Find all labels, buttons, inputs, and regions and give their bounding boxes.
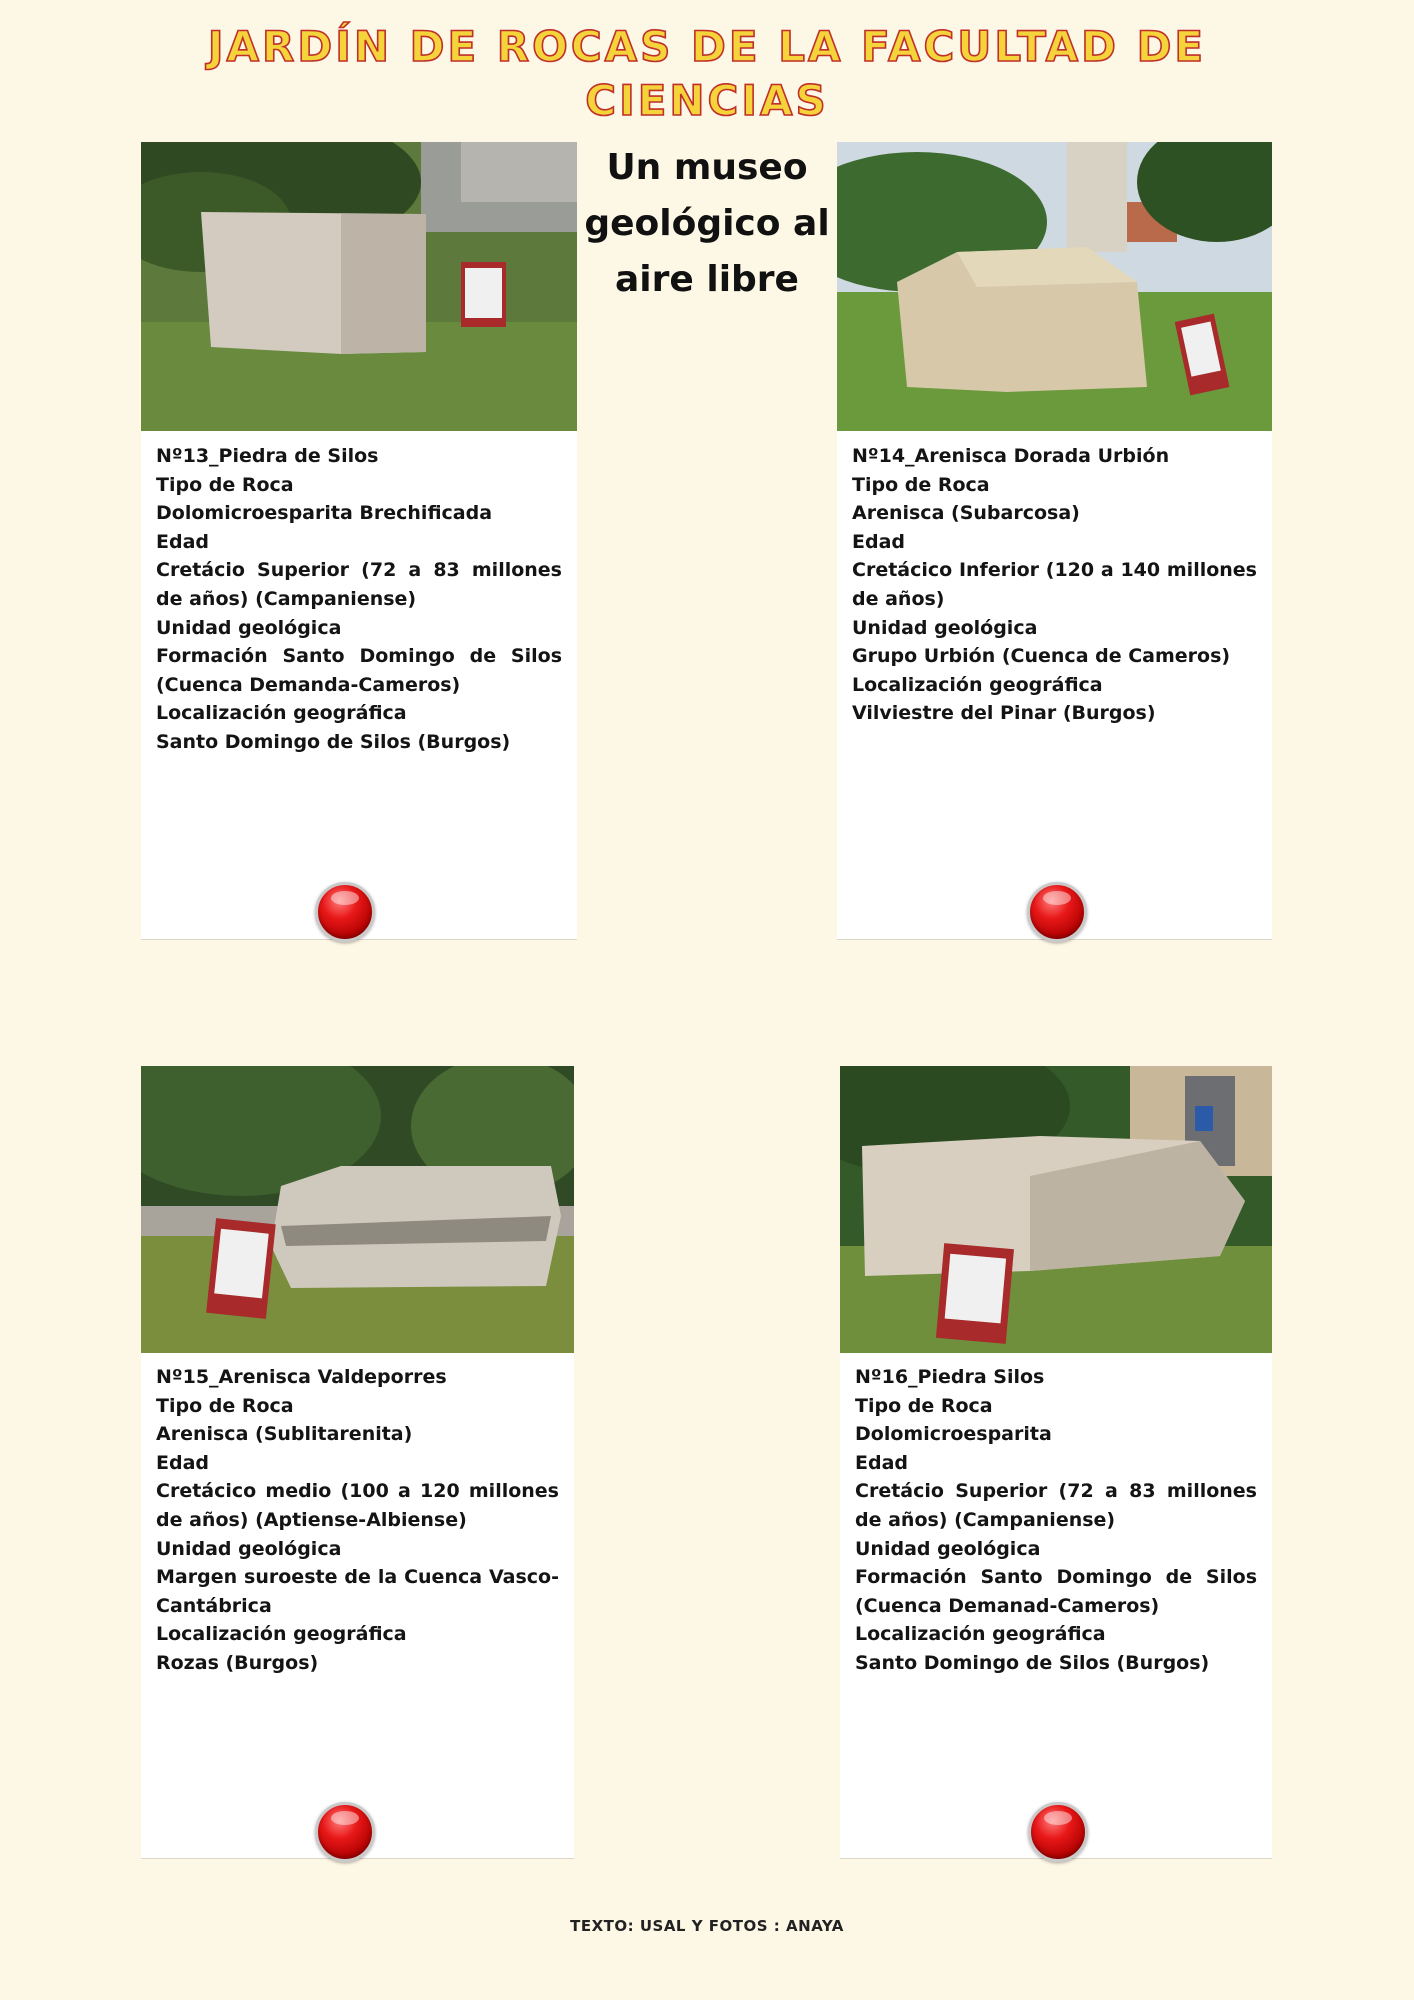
rock-photo-14 <box>837 142 1272 431</box>
label-rock-type: Tipo de Roca <box>156 473 294 496</box>
value-rock-type: Dolomicroesparita Brechificada <box>156 502 493 525</box>
red-button-15[interactable] <box>315 1802 375 1862</box>
label-location: Localización geográfica <box>156 702 407 725</box>
rock-photo-16 <box>840 1066 1272 1353</box>
rock-heading-13: Nº13_Piedra de Silos <box>156 445 379 467</box>
value-rock-type: Arenisca (Sublitarenita) <box>156 1423 413 1446</box>
value-geologic-unit: Formación Santo Domingo de Silos (Cuenca Demanad-Cameros) <box>855 1566 1257 1617</box>
label-geologic-unit: Unidad geológica <box>156 616 342 639</box>
page-subtitle: Un museo geológico al aire libre <box>584 147 830 300</box>
rock-heading-16: Nº16_Piedra Silos <box>855 1366 1045 1388</box>
label-rock-type: Tipo de Roca <box>156 1394 294 1417</box>
value-rock-type: Dolomicroesparita <box>855 1423 1052 1446</box>
label-age: Edad <box>852 530 906 553</box>
rock-heading-14: Nº14_Arenisca Dorada Urbión <box>852 445 1170 467</box>
rock-heading-15: Nº15_Arenisca Valdeporres <box>156 1366 447 1388</box>
value-rock-type: Arenisca (Subarcosa) <box>852 502 1080 525</box>
rock-card-16 <box>840 1066 1272 1859</box>
label-age: Edad <box>156 1451 210 1474</box>
label-geologic-unit: Unidad geológica <box>852 616 1038 639</box>
rock-card-15 <box>141 1066 574 1859</box>
value-geologic-unit: Grupo Urbión (Cuenca de Cameros) <box>852 645 1231 668</box>
value-age: Cretácio Superior (72 a 83 millones de años) (Campaniense) <box>855 1480 1257 1531</box>
rock-card-14 <box>837 142 1272 940</box>
value-location: Santo Domingo de Silos (Burgos) <box>855 1651 1210 1674</box>
label-location: Localización geográfica <box>855 1623 1106 1646</box>
value-location: Rozas (Burgos) <box>156 1651 319 1674</box>
value-location: Santo Domingo de Silos (Burgos) <box>156 730 511 753</box>
value-age: Cretácico medio (100 a 120 millones de años) (Aptiense-Albiense) <box>156 1480 559 1531</box>
page-title: JARDÍN DE ROCAS DE LA FACULTAD DE CIENCIAS <box>207 22 1207 125</box>
label-geologic-unit: Unidad geológica <box>156 1537 342 1560</box>
rock-info-14 <box>852 442 1257 728</box>
rock-card-13 <box>141 142 577 940</box>
rock-photo-13 <box>141 142 577 431</box>
rock-info-16 <box>855 1363 1257 1678</box>
value-age: Cretácio Superior (72 a 83 millones de años) (Campaniense) <box>156 559 562 610</box>
value-geologic-unit: Margen suroeste de la Cuenca Vasco-Cantábrica <box>156 1566 559 1617</box>
label-location: Localización geográfica <box>156 1623 407 1646</box>
value-age: Cretácico Inferior (120 a 140 millones de años) <box>852 559 1257 610</box>
red-button-14[interactable] <box>1027 882 1087 942</box>
rock-info-13 <box>156 442 562 757</box>
label-geologic-unit: Unidad geológica <box>855 1537 1041 1560</box>
label-location: Localización geográfica <box>852 673 1103 696</box>
label-age: Edad <box>855 1451 909 1474</box>
label-rock-type: Tipo de Roca <box>852 473 990 496</box>
value-geologic-unit: Formación Santo Domingo de Silos (Cuenca Demanda-Cameros) <box>156 645 562 696</box>
rock-info-15 <box>156 1363 559 1678</box>
red-button-13[interactable] <box>315 882 375 942</box>
credits-footer: TEXTO: USAL Y FOTOS : ANAYA <box>570 1917 844 1935</box>
value-location: Vilviestre del Pinar (Burgos) <box>852 702 1156 725</box>
rock-photo-15 <box>141 1066 574 1353</box>
red-button-16[interactable] <box>1028 1802 1088 1862</box>
label-age: Edad <box>156 530 210 553</box>
label-rock-type: Tipo de Roca <box>855 1394 993 1417</box>
